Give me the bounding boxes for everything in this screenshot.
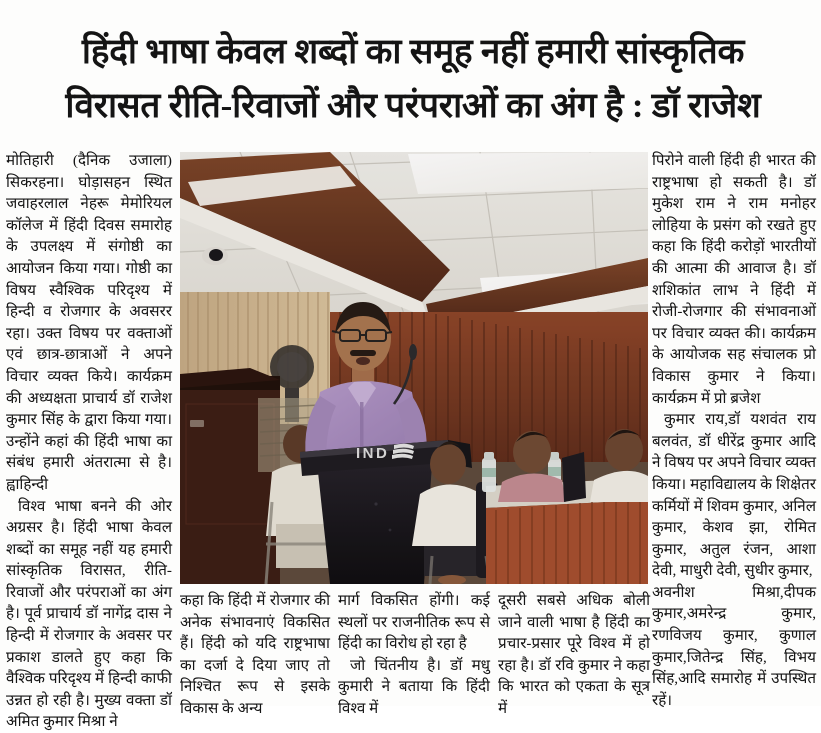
paragraph: कुमार राय,डॉ यशवंत राय बलवंत, डॉ धीरेंद्र कुमार आदि ने विषय पर अपने विचार व्यक्त किया। महाविद्यालय के शिक्षेतर कर्मियों में शिवम कुमार, अनिल कुमार, केशव झा, रोमित कुमार, अतुल रंजन, आशा देवी, माधुरी देवी, सुधीर कुमार, [652, 409, 816, 582]
paragraph: मार्ग विकसित होंगी। कई स्थलों पर राजनीतिक रूप से हिंदी का विरोध हो रहा है [338, 590, 490, 655]
article-column-mid-1 [180, 590, 330, 720]
paragraph: मोतिहारी (दैनिक उजाला) सिकरहना। घोड़ासहन स्थित जवाहरलाल नेहरू मेमोरियल कॉलेज में हिंदी दिवस समारोह के उपलक्ष्य में संगोष्ठी का आयोजन किया गया। गोष्ठी का विषय स्वैश्विक परिदृश्य में हिन्दी व रोजगार के अवसरर रहा। उक्त विषय पर वक्ताओं एवं छात्र-छात्राओं ने अपने विचार व्यक्त किये। कार्यक्रम की अध्यक्षता प्राचार्य डॉ राजेश कुमार सिंह के द्वारा किया गया। उन्होंने कहां की हिंदी भाषा का संबंध हमारी अंतरात्मा से है। ह्वाहिन्दी [6, 150, 172, 496]
article-column-left [6, 150, 172, 706]
photo-image [180, 152, 648, 584]
paragraph: पिरोने वाली हिंदी ही भारत की राष्ट्रभाषा हो सकती है। डॉ मुकेश राम ने राम मनोहर लोहिया के प्रसंग को रखते हुए कहा कि हिंदी करोड़ों भारतीयों की आत्मा की आवाज है। डॉ शशिकांत लाभ ने हिंदी में रोजी-रोजगार की संभावनाओं पर विचार व्यक्त की। कार्यक्रम के आयोजक सह संचालक प्रो विकास कुमार ने किया। कार्यक्रम में प्रो ब्रजेश [652, 150, 816, 409]
article-column-mid-2 [338, 590, 490, 720]
article-columns-middle [180, 590, 650, 706]
paragraph: दूसरी सबसे अधिक बोली जाने वाली भाषा है हिंदी का प्रचार-प्रसार पूरे विश्व में हो रहा है। डॉ रवि कुमार ने कहा कि भारत को एकता के सूत्र में [498, 590, 650, 720]
headline-line-1: हिंदी भाषा केवल शब्दों का समूह नहीं हमारी सांस्कृतिक [18, 26, 808, 78]
headline-line-2: विरासत रीति-रिवाजों और परंपराओं का अंग है : डॉ राजेश [18, 80, 808, 132]
page-headline [18, 26, 808, 132]
paragraph: अवनीश मिश्रा,दीपक कुमार,अमरेन्द्र कुमार, रणविजय कुमार, कुणाल कुमार,जितेन्द्र सिंह, विभय सिंह,आदि समारोह में उपस्थित रहें। [652, 582, 816, 712]
article-column-right [652, 150, 816, 706]
conference-hall-scene [180, 152, 648, 584]
podium-label: IND [356, 445, 389, 462]
article-photo [180, 152, 648, 584]
paragraph: जो चिंतनीय है। डॉ मधु कुमारी ने बताया कि हिंदी विश्व में [338, 655, 490, 720]
article-column-mid-3 [498, 590, 650, 720]
paragraph: कहा कि हिंदी में रोजगार की अनेक संभावनाएं विकसित हैं। हिंदी को यदि राष्ट्रभाषा का दर्जा दे दिया जाए तो निश्चित रूप से इसके विकास के अन्य [180, 590, 330, 720]
article-body [0, 150, 821, 706]
paragraph: विश्व भाषा बनने की ओर अग्रसर है। हिंदी भाषा केवल शब्दों का समूह नहीं यह हमारी सांस्कृतिक विरासत, रीति-रिवाजों और परंपराओं का अंग है। पूर्व प्राचार्य डॉ नागेंद्र दास ने हिन्दी में रोजगार के अवसर पर प्रकाश डालते हुए कहा कि वैश्विक परिदृश्य में हिन्दी काफी उन्नत हो रही है। मुख्य वक्ता डॉ अमित कुमार मिश्रा ने [6, 496, 172, 733]
